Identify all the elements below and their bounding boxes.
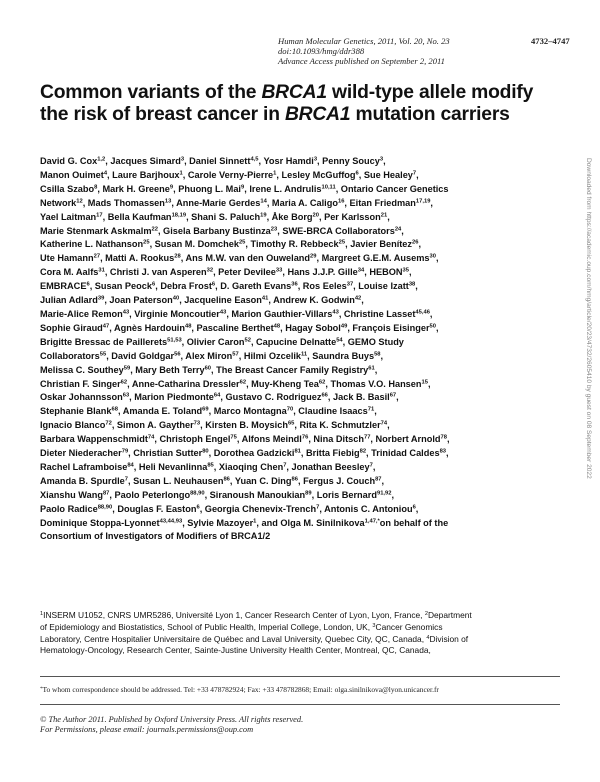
copyright-block [40, 715, 560, 735]
author-line: Christian F. Singer$^{62}$, Anne-Catharina Dressler$^{62}$, Muy-Kheng Tea$^{62}$, Thomas V.O. Hansen$^{15}$, [40, 378, 431, 389]
author-line: Dieter Niederacher$^{79}$, Christian Sutter$^{80}$, Dorothea Gadzicki$^{81}$, Britta Fiebig$^{82}$, Trinidad Caldes$^{83}$, [40, 448, 449, 459]
author-line: Consortium of Investigators of Modifiers of BRCA1/2 [40, 531, 271, 542]
journal-doi: doi:10.1093/hmg/ddr388 [278, 46, 365, 57]
author-line: Paolo Radice$^{88,90}$, Douglas F. Easton$^6$, Georgia Chenevix-Trench$^7$, Antonis C. Antoniou$^6$, [40, 503, 419, 514]
author-line: Marie Stenmark Askmalm$^{22}$, Gisela Barbany Bustinza$^{23}$, SWE-BRCA Collaborators$^{24}$, [40, 225, 404, 236]
affiliations [40, 610, 564, 657]
page-range: 4732–4747 [531, 36, 570, 46]
copyright-line: © The Author 2011. Published by Oxford University Press. All rights reserved. [40, 715, 304, 724]
author-line: EMBRACE$^6$, Susan Peock$^6$, Debra Frost$^6$, D. Gareth Evans$^{36}$, Ros Eeles$^{37}$, Louise Izatt$^{38}$, [40, 281, 418, 292]
author-line: David G. Cox$^{1,2}$, Jacques Simard$^3$, Daniel Sinnett$^{4,5}$, Yosr Hamdi$^3$, Penny Soucy$^3$, [40, 156, 386, 166]
author-line: Ignacio Blanco$^{72}$, Simon A. Gayther$^{73}$, Kirsten B. Moysich$^{65}$, Rita K. Schmutzler$^{74}$, [40, 420, 390, 431]
gene-name: BRCA1 [284, 104, 351, 126]
download-watermark: Downloaded from https://academic.oup.com/hmg/article/20/23/4732/2605410 by guest on 08 September 2022 [585, 158, 592, 479]
author-line: Oskar Johannsson$^{63}$, Marion Piedmonte$^{64}$, Gustavo C. Rodriguez$^{66}$, Jack B. Basil$^{67}$, [40, 392, 399, 403]
permissions-line: For Permissions, please email: journals.permissions@oup.com [40, 725, 254, 735]
author-line: Network$^{12}$, Mads Thomassen$^{13}$, Anne-Marie Gerdes$^{14}$, Maria A. Caligo$^{16}$, Eitan Friedman$^{17,19}$, [40, 197, 433, 208]
correspondence-note: *To whom correspondence should be addressed. Tel: +33 478782924; Fax: +33 478782868; Email: olga.sinilnikova@lyon.unicancer.fr [40, 685, 439, 694]
footnote-divider [40, 676, 560, 677]
author-line: Brigitte Bressac de Paillerets$^{51,53}$, Olivier Caron$^{52}$, Capucine Delnatte$^{54}$, GEMO Study [40, 336, 404, 347]
author-line: Stephanie Blank$^{68}$, Amanda E. Toland$^{69}$, Marco Montagna$^{70}$, Claudine Isaacs$^{71}$, [40, 406, 377, 417]
author-line: Cora M. Aalfs$^{31}$, Christi J. van Asperen$^{32}$, Peter Devilee$^{33}$, Hans J.J.P. Gille$^{34}$, HEBON$^{35}$, [40, 267, 412, 278]
author-line: Rachel Laframboise$^{84}$, Heli Nevanlinna$^{85}$, Xiaoqing Chen$^7$, Jonathan Beesley$^7$, [40, 461, 376, 472]
author-line: Melissa C. Southey$^{59}$, Mary Beth Terry$^{60}$, The Breast Cancer Family Registry$^{61}$, [40, 364, 378, 375]
copyright-divider [40, 704, 560, 705]
author-line: Barbara Wappenschmidt$^{74}$, Christoph Engel$^{75}$, Alfons Meindl$^{76}$, Nina Ditsch$^{77}$, Norbert Arnold$^{78}$, [40, 434, 450, 445]
author-line: Julian Adlard$^{39}$, Joan Paterson$^{40}$, Jacqueline Eason$^{41}$, Andrew K. Godwin$^{42}$, [40, 295, 364, 306]
author-line: Collaborators$^{55}$, David Goldgar$^{56}$, Alex Miron$^{57}$, Hilmi Ozcelik$^{11}$, Saundra Buys$^{58}$, [40, 350, 384, 361]
author-line: Amanda B. Spurdle$^7$, Susan L. Neuhausen$^{86}$, Yuan C. Ding$^{86}$, Fergus J. Couch$^{87}$, [40, 475, 385, 486]
affiliation-line: of Epidemiology and Biostatistics, School of Public Health, Imperial College, London, UK, $^3$Cancer Genomics [40, 621, 443, 632]
author-line: Yael Laitman$^{17}$, Bella Kaufman$^{18,19}$, Shani S. Paluch$^{19}$, Åke Borg$^{20}$, Per Karlsson$^{21}$, [40, 211, 390, 222]
affiliation-line: Laboratory, Centre Hospitalier Universitaire de Québec and Laval University, Quebec City, QC, Canada, $^4$Division of [40, 633, 469, 644]
author-line: Katherine L. Nathanson$^{25}$, Susan M. Domchek$^{25}$, Timothy R. Rebbeck$^{25}$, Javier Benítez$^{26}$, [40, 239, 422, 250]
author-line: Dominique Stoppa-Lyonnet$^{43,44,93}$, Sylvie Mazoyer$^1$, and Olga M. Sinilnikova$^{1,47,*}$on behalf of the [40, 517, 449, 528]
gene-name: BRCA1 [261, 82, 327, 103]
author-line: Sophie Giraud$^{47}$, Agnès Hardouin$^{48}$, Pascaline Berthet$^{48}$, Hagay Sobol$^{49}$, François Eisinger$^{50}$, [40, 322, 439, 333]
author-line: Ute Hamann$^{27}$, Matti A. Rookus$^{28}$, Ans M.W. van den Ouweland$^{29}$, Margreet G.E.M. Ausems$^{30}$, [40, 253, 439, 264]
advance-access-date: Advance Access published on September 2, 2011 [278, 56, 445, 67]
journal-citation: Human Molecular Genetics, 2011, Vol. 20, No. 23 [278, 36, 450, 46]
affiliation-line: $^1$INSERM U1052, CNRS UMR5286, Université Lyon 1, Cancer Research Center of Lyon, Lyon, France, $^2$Department [40, 610, 472, 620]
journal-header [278, 36, 578, 67]
author-line: Csilla Szabo$^8$, Mark H. Greene$^9$, Phuong L. Mai$^9$, Irene L. Andrulis$^{10,11}$, Ontario Cancer Genetics [40, 183, 449, 194]
author-list [40, 155, 560, 544]
author-line: Xianshu Wang$^{87}$, Paolo Peterlongo$^{88,90}$, Siranoush Manoukian$^{89}$, Loris Bernard$^{91,92}$, [40, 489, 395, 500]
paper-title: Common variants of the BRCA1 wild-type allele modify the risk of breast cancer in BRCA1 mutation carriers [40, 82, 534, 126]
author-line: Manon Ouimet$^4$, Laure Barjhoux$^1$, Carole Verny-Pierre$^1$, Lesley McGuffog$^6$, Sue Healey$^7$, [40, 169, 419, 180]
affiliation-line: Hematology-Oncology, Research Center, Sainte-Justine University Health Center, Montreal, QC, Canada, [40, 645, 431, 656]
author-line: Marie-Alice Remon$^{43}$, Virginie Moncoutier$^{43}$, Marion Gauthier-Villars$^{43}$, Christine Lasset$^{45,46}$, [40, 308, 433, 319]
